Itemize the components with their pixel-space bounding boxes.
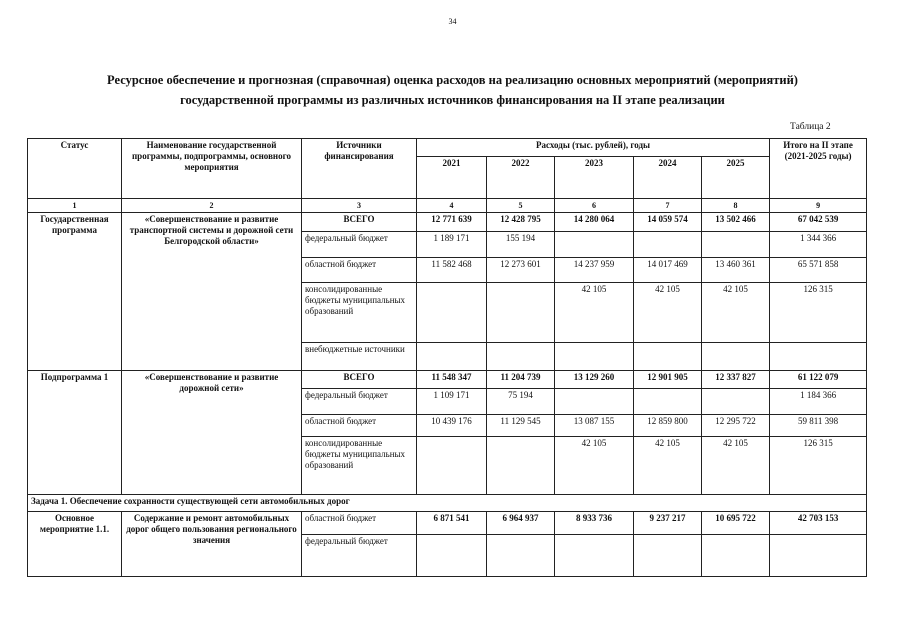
total-cell: 126 315: [770, 283, 867, 343]
value-cell: 42 105: [555, 283, 634, 343]
value-cell: 12 295 722: [702, 415, 770, 437]
value-cell: 42 105: [634, 437, 702, 495]
column-number: 1: [28, 199, 122, 213]
value-cell: [555, 389, 634, 415]
resource-table: [27, 138, 867, 577]
value-cell: [555, 535, 634, 577]
column-numbers-row: [28, 199, 867, 213]
value-cell: 14 017 469: [634, 258, 702, 283]
source-cell: консолидированные бюджеты муниципальных образований: [302, 283, 417, 343]
column-number: 2: [122, 199, 302, 213]
value-cell: 42 105: [634, 283, 702, 343]
value-cell: [702, 535, 770, 577]
value-cell: [555, 343, 634, 371]
value-cell: 8 933 736: [555, 512, 634, 535]
source-cell: ВСЕГО: [302, 213, 417, 232]
value-cell: 42 105: [702, 437, 770, 495]
total-cell: [770, 343, 867, 371]
value-cell: 155 194: [487, 232, 555, 258]
total-cell: [770, 535, 867, 577]
value-cell: 13 502 466: [702, 213, 770, 232]
value-cell: 6 871 541: [417, 512, 487, 535]
value-cell: [634, 343, 702, 371]
total-cell: 126 315: [770, 437, 867, 495]
status-cell: Подпрограмма 1: [28, 371, 122, 495]
total-cell: 65 571 858: [770, 258, 867, 283]
source-cell: федеральный бюджет: [302, 535, 417, 577]
value-cell: [702, 389, 770, 415]
value-cell: 42 105: [702, 283, 770, 343]
header-year: 2022: [487, 157, 555, 199]
program-name-cell: «Совершенствование и развитие транспортной системы и дорожной сети Белгородской области»: [122, 213, 302, 371]
value-cell: [417, 283, 487, 343]
value-cell: [487, 283, 555, 343]
value-cell: 12 859 800: [634, 415, 702, 437]
column-number: 9: [770, 199, 867, 213]
program-name-cell: «Совершенствование и развитие дорожной сети»: [122, 371, 302, 495]
value-cell: [417, 535, 487, 577]
header-status: Статус: [28, 139, 122, 199]
value-cell: 75 194: [487, 389, 555, 415]
total-cell: 1 344 366: [770, 232, 867, 258]
value-cell: 11 582 468: [417, 258, 487, 283]
document-title: [30, 70, 875, 110]
header-sources: Источники финансирования: [302, 139, 417, 199]
value-cell: 1 189 171: [417, 232, 487, 258]
header-row-1: [28, 139, 867, 157]
task-title: Задача 1. Обеспечение сохранности существующей сети автомобильных дорог: [28, 495, 867, 512]
value-cell: 6 964 937: [487, 512, 555, 535]
value-cell: 11 204 739: [487, 371, 555, 389]
value-cell: 12 273 601: [487, 258, 555, 283]
column-number: 5: [487, 199, 555, 213]
value-cell: [487, 343, 555, 371]
column-number: 7: [634, 199, 702, 213]
value-cell: 12 771 639: [417, 213, 487, 232]
value-cell: 13 129 260: [555, 371, 634, 389]
value-cell: [634, 232, 702, 258]
value-cell: 11 548 347: [417, 371, 487, 389]
total-cell: 42 703 153: [770, 512, 867, 535]
total-cell: 59 811 398: [770, 415, 867, 437]
value-cell: [555, 232, 634, 258]
total-cell: 1 184 366: [770, 389, 867, 415]
value-cell: 10 695 722: [702, 512, 770, 535]
status-cell: Основное мероприятие 1.1.: [28, 512, 122, 577]
header-year: 2023: [555, 157, 634, 199]
value-cell: 14 059 574: [634, 213, 702, 232]
source-cell: областной бюджет: [302, 415, 417, 437]
header-year: 2025: [702, 157, 770, 199]
total-cell: 61 122 079: [770, 371, 867, 389]
page-number: 34: [448, 17, 457, 26]
source-cell: внебюджетные источники: [302, 343, 417, 371]
value-cell: 14 237 959: [555, 258, 634, 283]
column-number: 4: [417, 199, 487, 213]
value-cell: 13 460 361: [702, 258, 770, 283]
header-expenses: Расходы (тыс. рублей), годы: [417, 139, 770, 157]
value-cell: 9 237 217: [634, 512, 702, 535]
value-cell: [702, 343, 770, 371]
table-row: [28, 213, 867, 232]
status-cell: Государственная программа: [28, 213, 122, 371]
task-row: [28, 495, 867, 512]
value-cell: 10 439 176: [417, 415, 487, 437]
table-label: Таблица 2: [790, 122, 831, 132]
table-row: [28, 371, 867, 389]
column-number: 3: [302, 199, 417, 213]
value-cell: [417, 343, 487, 371]
value-cell: 12 901 905: [634, 371, 702, 389]
value-cell: 11 129 545: [487, 415, 555, 437]
title-line-2: государственной программы из различных источников финансирования на II этапе реализации: [180, 93, 725, 107]
value-cell: [634, 389, 702, 415]
header-total: Итого на II этапе (2021-2025 годы): [770, 139, 867, 199]
value-cell: 1 109 171: [417, 389, 487, 415]
source-cell: консолидированные бюджеты муниципальных образований: [302, 437, 417, 495]
value-cell: [702, 232, 770, 258]
value-cell: 14 280 064: [555, 213, 634, 232]
value-cell: 42 105: [555, 437, 634, 495]
value-cell: 12 428 795: [487, 213, 555, 232]
program-name-cell: Содержание и ремонт автомобильных дорог общего пользования регионального значения: [122, 512, 302, 577]
source-cell: областной бюджет: [302, 512, 417, 535]
value-cell: [487, 535, 555, 577]
value-cell: [634, 535, 702, 577]
column-number: 8: [702, 199, 770, 213]
value-cell: [417, 437, 487, 495]
source-cell: федеральный бюджет: [302, 232, 417, 258]
header-year: 2021: [417, 157, 487, 199]
source-cell: областной бюджет: [302, 258, 417, 283]
title-line-1: Ресурсное обеспечение и прогнозная (справочная) оценка расходов на реализацию основных мероприятий (мероприятий): [107, 73, 798, 87]
total-cell: 67 042 539: [770, 213, 867, 232]
table-row: [28, 512, 867, 535]
source-cell: ВСЕГО: [302, 371, 417, 389]
value-cell: 13 087 155: [555, 415, 634, 437]
source-cell: федеральный бюджет: [302, 389, 417, 415]
value-cell: [487, 437, 555, 495]
header-year: 2024: [634, 157, 702, 199]
header-name: Наименование государственной программы, подпрограммы, основного мероприятия: [122, 139, 302, 199]
column-number: 6: [555, 199, 634, 213]
value-cell: 12 337 827: [702, 371, 770, 389]
